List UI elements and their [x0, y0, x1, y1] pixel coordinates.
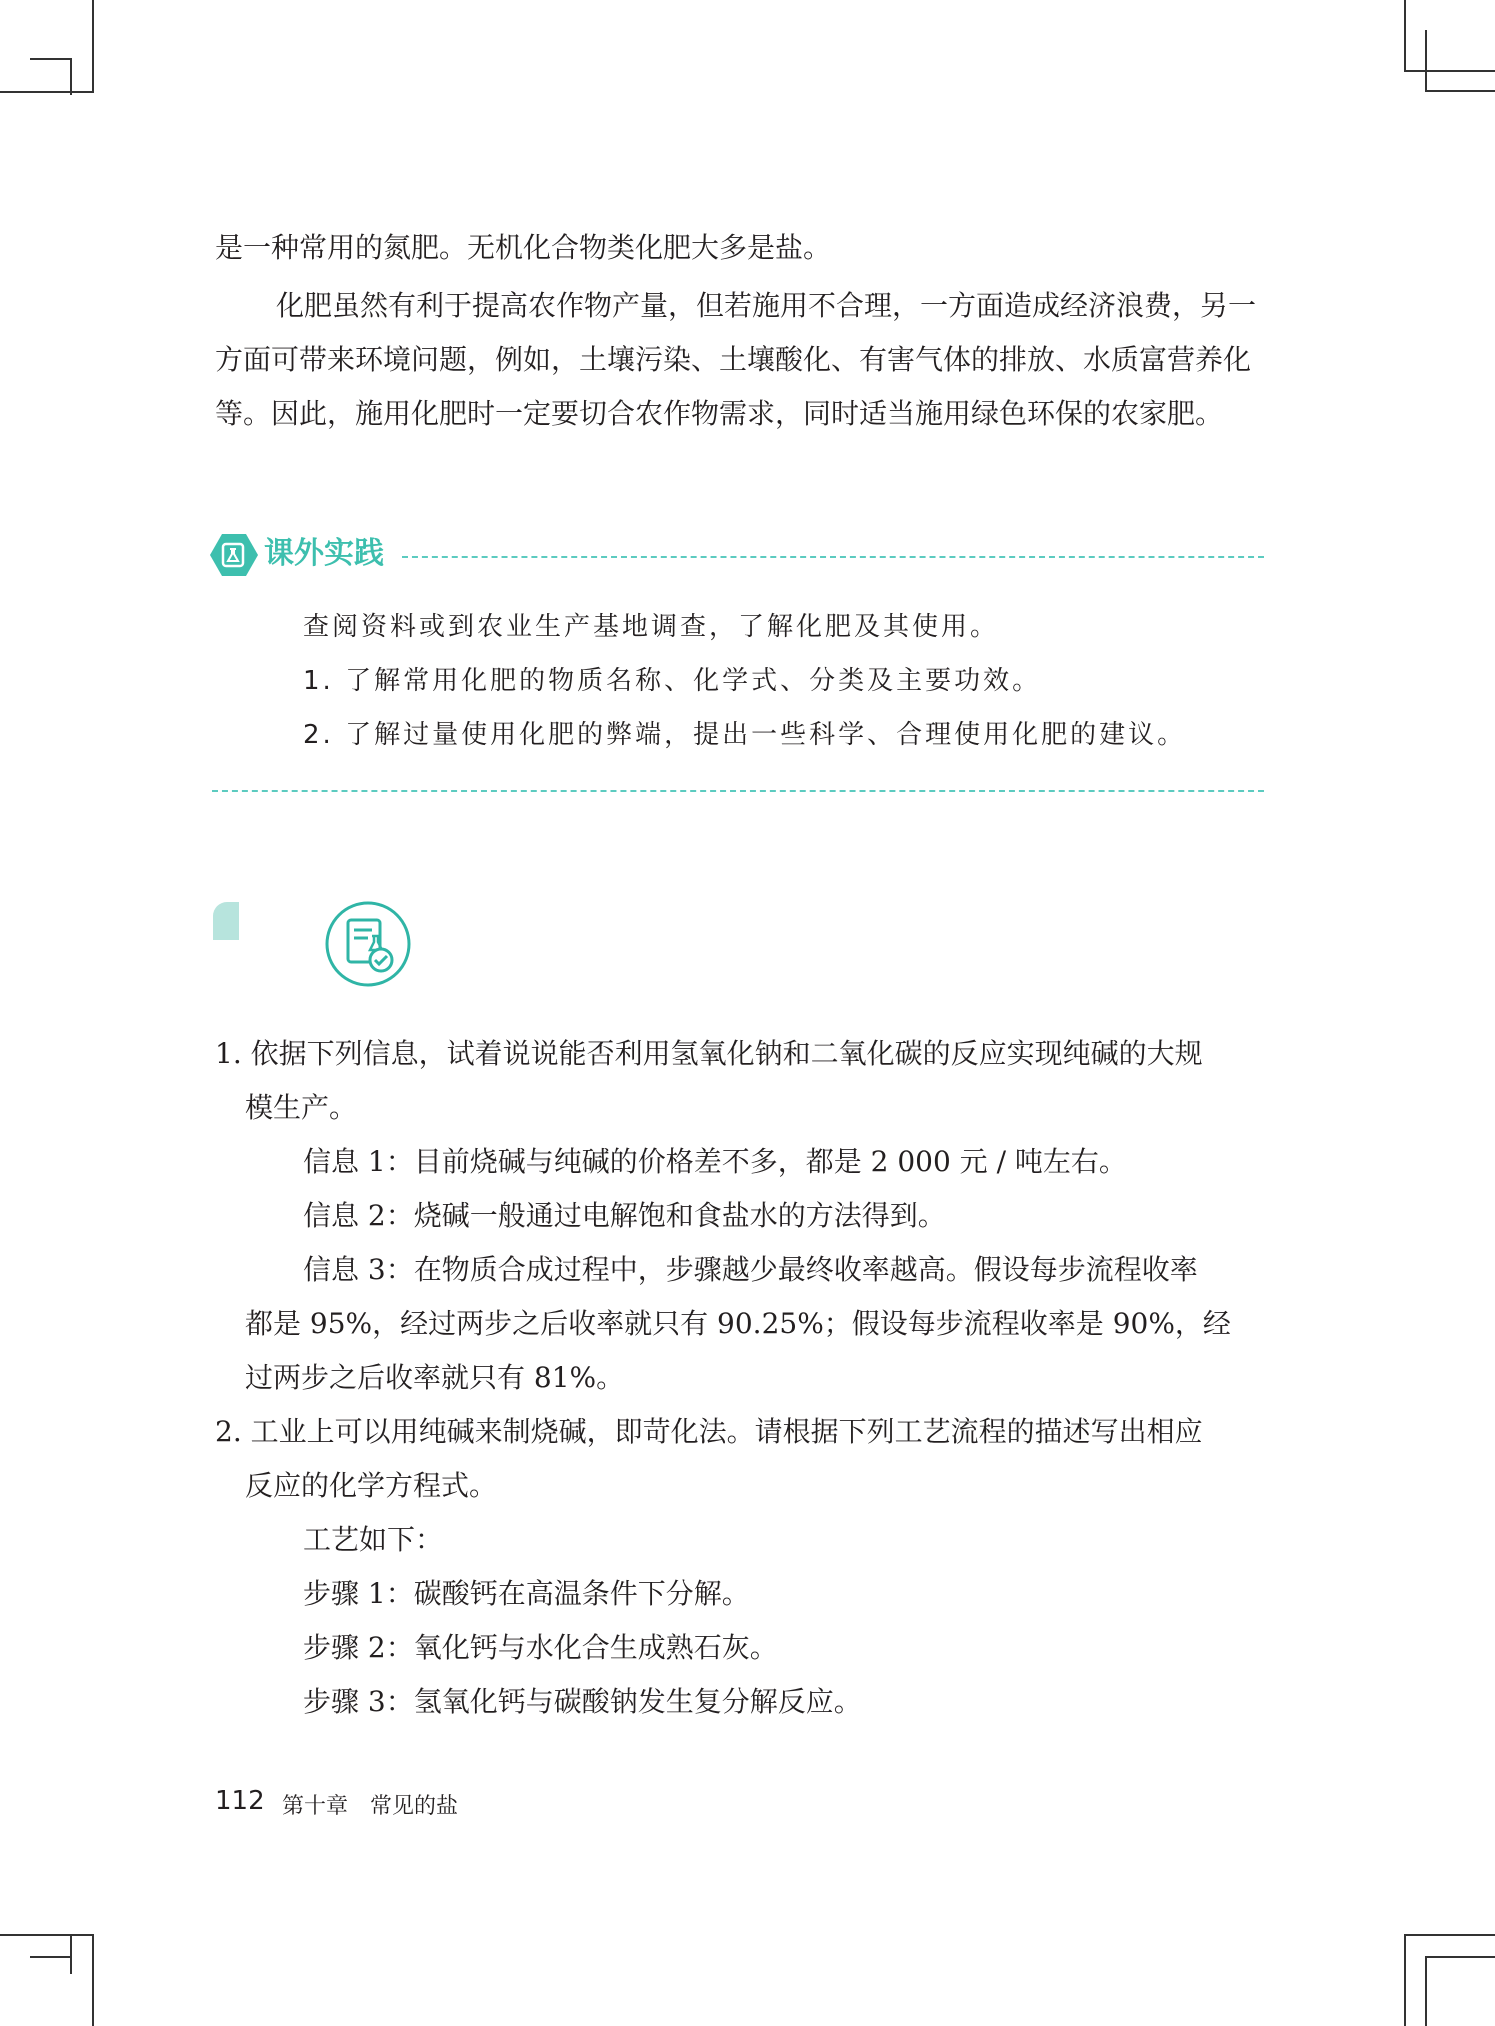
lab-flask-icon [210, 534, 258, 576]
body-paragraph: 是一种常用的氮肥。无机化合物类化肥大多是盐。 [215, 231, 832, 264]
crop-mark [30, 58, 70, 60]
exercise-info: 信息 1：目前烧碱与纯碱的价格差不多，都是 2 000 元 / 吨左右。 [303, 1145, 1127, 1178]
exercise-checklist-icon [324, 900, 412, 988]
crop-mark [0, 1934, 94, 1936]
exercise-step: 步骤 1：碳酸钙在高温条件下分解。 [303, 1577, 750, 1610]
tab-marker [213, 902, 239, 940]
exercise-question: 模生产。 [245, 1091, 358, 1124]
crop-mark [1404, 1934, 1495, 1936]
divider [212, 790, 1264, 792]
practice-title: 课外实践 [264, 536, 384, 571]
crop-mark [92, 1934, 94, 2026]
crop-mark [1425, 90, 1495, 92]
crop-mark [1404, 1934, 1406, 2026]
crop-mark [70, 1934, 72, 1974]
exercise-step: 步骤 2：氧化钙与水化合生成熟石灰。 [303, 1631, 778, 1664]
crop-mark [1404, 0, 1406, 70]
divider [402, 556, 1264, 558]
crop-mark [0, 91, 94, 93]
practice-line: 1. 了解常用化肥的物质名称、化学式、分类及主要功效。 [303, 666, 1042, 696]
exercise-question: 反应的化学方程式。 [245, 1469, 498, 1502]
exercise-question: 1. 依据下列信息，试着说说能否利用氢氧化钠和二氧化碳的反应实现纯碱的大规 [215, 1037, 1203, 1070]
crop-mark [1425, 1956, 1495, 1958]
crop-mark [70, 58, 72, 95]
practice-line: 2. 了解过量使用化肥的弊端，提出一些科学、合理使用化肥的建议。 [303, 720, 1187, 750]
exercise-question: 2. 工业上可以用纯碱来制烧碱，即苛化法。请根据下列工艺流程的描述写出相应 [215, 1415, 1203, 1448]
crop-mark [30, 1956, 72, 1958]
exercise-step: 步骤 3：氢氧化钙与碳酸钠发生复分解反应。 [303, 1685, 862, 1718]
crop-mark [1404, 70, 1495, 72]
chapter-title: 第十章 常见的盐 [282, 1794, 459, 1819]
crop-mark [1425, 30, 1427, 92]
exercise-info: 信息 3：在物质合成过程中，步骤越少最终收率越高。假设每步流程收率 [303, 1253, 1198, 1286]
crop-mark [92, 0, 94, 93]
body-paragraph: 化肥虽然有利于提高农作物产量，但若施用不合理，一方面造成经济浪费，另一方面可带来环境问题，例如，土壤污染、土壤酸化、有害气体的排放、水质富营养化等。因此，施用化肥时一定要切合农作物需求，同时适当施用绿色环保的农家肥。 [215, 289, 1257, 430]
page-number: 112 [215, 1786, 265, 1816]
exercise-info: 信息 2：烧碱一般通过电解饱和食盐水的方法得到。 [303, 1199, 946, 1232]
crop-mark [1425, 1956, 1427, 2026]
practice-line: 查阅资料或到农业生产基地调查，了解化肥及其使用。 [303, 612, 1000, 642]
exercise-step: 工艺如下： [303, 1523, 444, 1556]
exercise-info: 过两步之后收率就只有 81%。 [245, 1361, 625, 1394]
exercise-info: 都是 95%，经过两步之后收率就只有 90.25%；假设每步流程收率是 90%，经 [245, 1307, 1231, 1340]
practice-section-header [210, 532, 1266, 576]
